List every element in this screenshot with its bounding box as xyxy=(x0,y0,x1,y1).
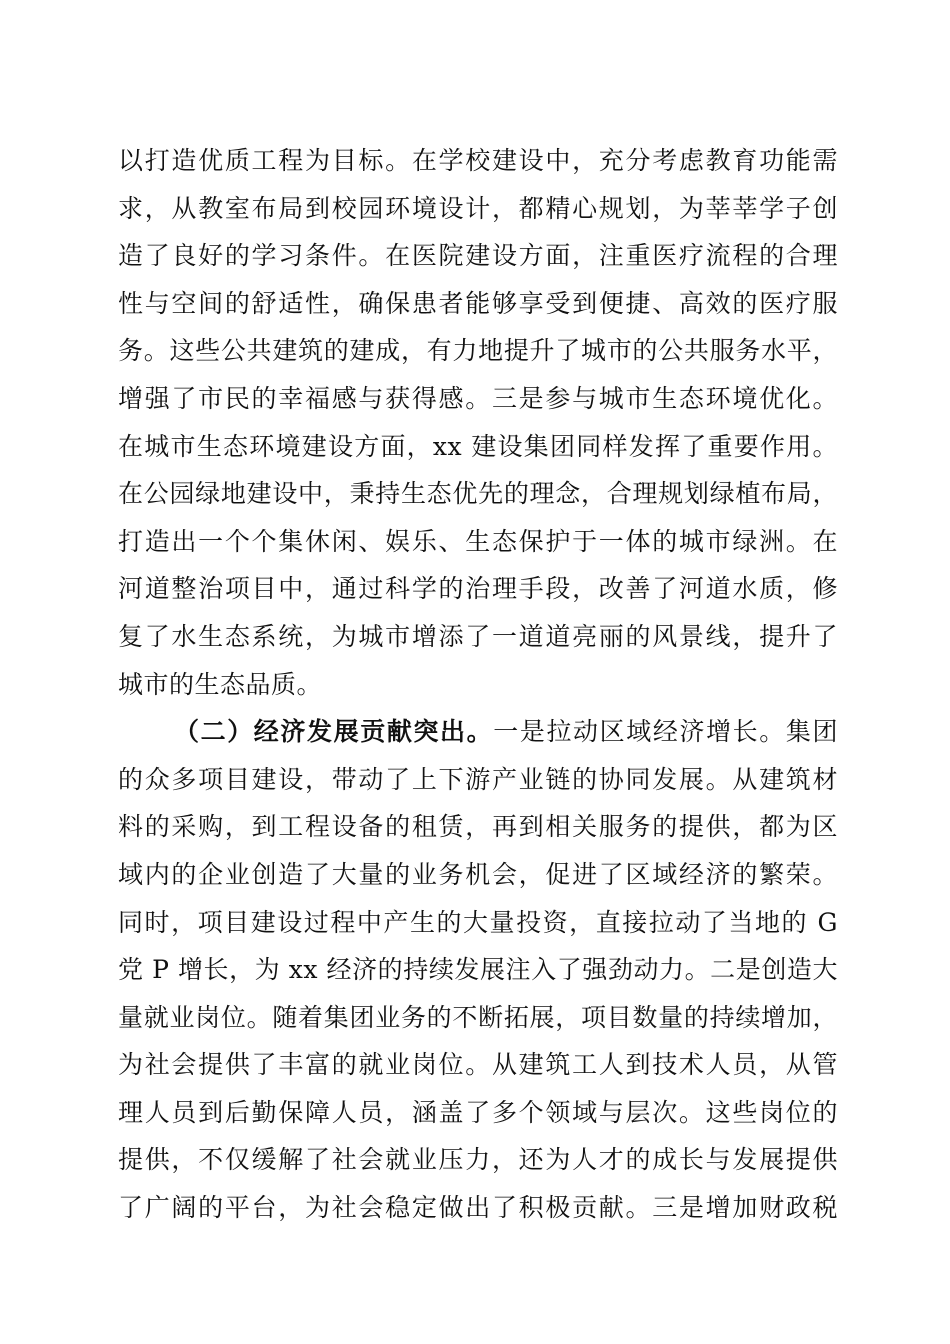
text-line: 性与空间的舒适性，确保患者能够享受到便捷、高效的医疗服 xyxy=(118,288,838,318)
text-line: 同时，项目建设过程中产生的大量投资，直接拉动了当地的 G xyxy=(118,907,838,937)
text-line: 党 P 增长，为 xx 经济的持续发展注入了强劲动力。二是创造大 xyxy=(118,955,838,985)
body-text xyxy=(118,137,838,1232)
text-line: 的众多项目建设，带动了上下游产业链的协同发展。从建筑材 xyxy=(118,764,838,794)
text-line: 料的采购，到工程设备的租赁，再到相关服务的提供，都为区 xyxy=(118,812,838,842)
text-line: 域内的企业创造了大量的业务机会，促进了区域经济的繁荣。 xyxy=(118,859,838,889)
text-line: 为社会提供了丰富的就业岗位。从建筑工人到技术人员，从管 xyxy=(118,1050,838,1080)
text-line: 复了水生态系统，为城市增添了一道道亮丽的风景线，提升了 xyxy=(118,621,838,651)
text-line: 求，从教室布局到校园环境设计，都精心规划，为莘莘学子创 xyxy=(118,193,838,223)
text-line: 在公园绿地建设中，秉持生态优先的理念，合理规划绿植布局， xyxy=(118,479,838,509)
text-line: 城市的生态品质。 xyxy=(118,669,323,699)
text-line: 增强了市民的幸福感与获得感。三是参与城市生态环境优化。 xyxy=(118,383,838,413)
text-line: 在城市生态环境建设方面，xx 建设集团同样发挥了重要作用。 xyxy=(118,431,838,461)
text-line: 造了良好的学习条件。在医院建设方面，注重医疗流程的合理 xyxy=(118,241,838,271)
text-line: 河道整治项目中，通过科学的治理手段，改善了河道水质，修 xyxy=(118,574,838,604)
text-line: 打造出一个个集休闲、娱乐、生态保护于一体的城市绿洲。在 xyxy=(118,526,838,556)
section-heading: （二）经济发展贡献突出。 xyxy=(174,717,494,747)
text-line: 以打造优质工程为目标。在学校建设中，充分考虑教育功能需 xyxy=(118,146,838,175)
text-line: 提供，不仅缓解了社会就业压力，还为人才的成长与发展提供 xyxy=(118,1145,838,1175)
text-line: 了广阔的平台，为社会稳定做出了积极贡献。三是增加财政税 xyxy=(118,1193,838,1223)
text-line: 务。这些公共建筑的建成，有力地提升了城市的公共服务水平， xyxy=(118,336,838,366)
section-first-line-text: 一是拉动区域经济增长。集团 xyxy=(493,717,838,747)
text-line: 量就业岗位。随着集团业务的不断拓展，项目数量的持续增加， xyxy=(118,1002,838,1032)
text-line: 理人员到后勤保障人员，涵盖了多个领域与层次。这些岗位的 xyxy=(118,1097,838,1127)
section-first-line xyxy=(118,708,838,756)
